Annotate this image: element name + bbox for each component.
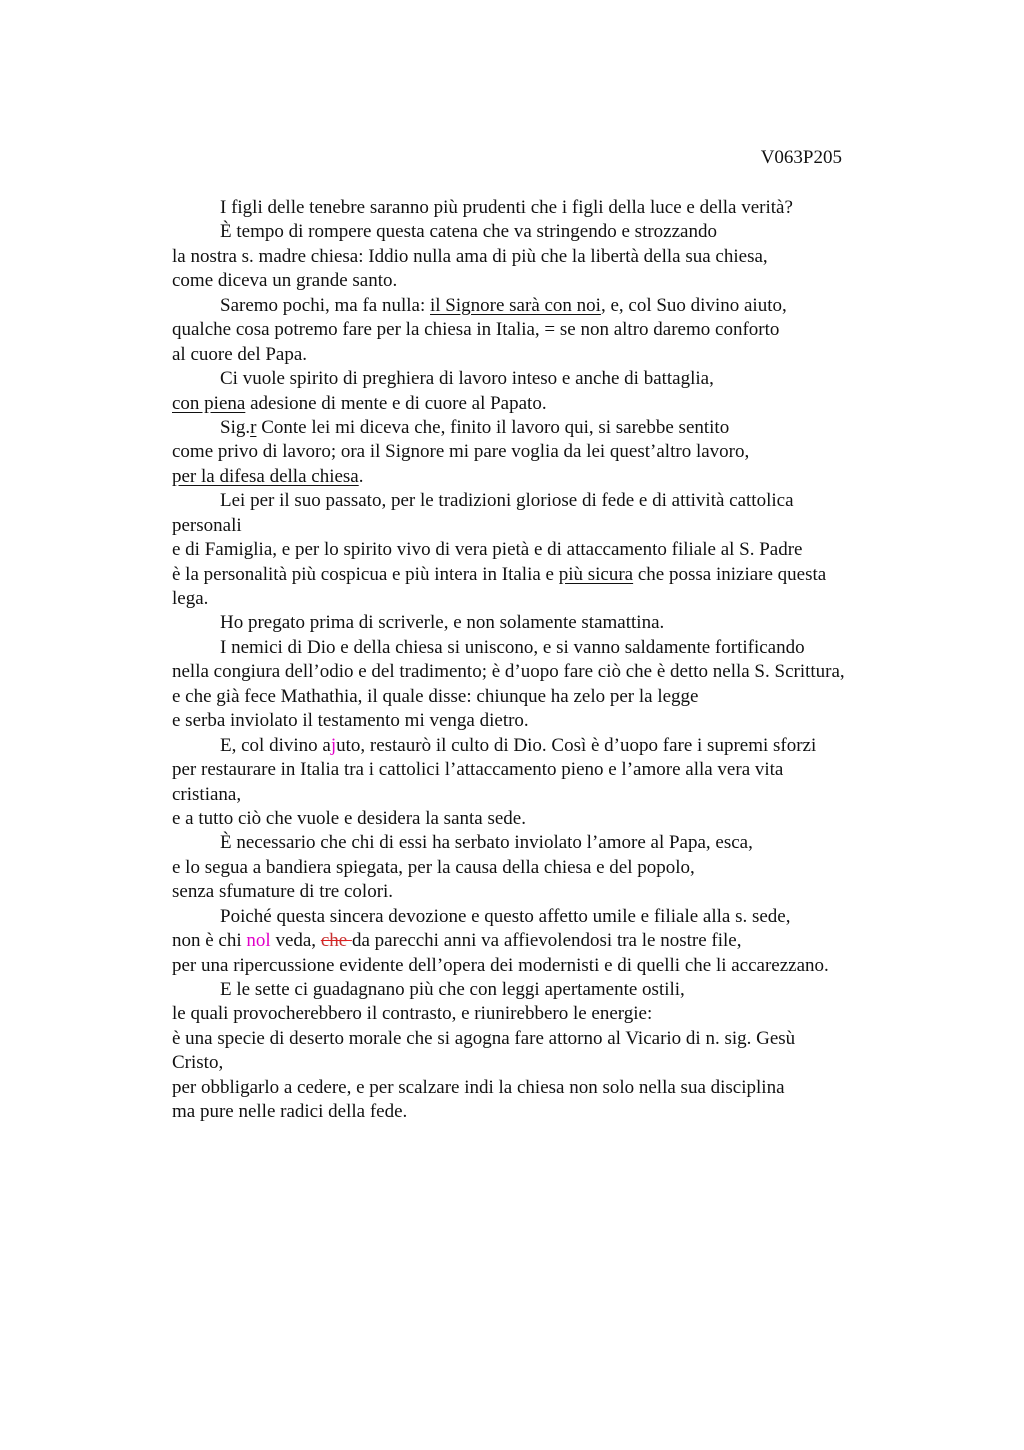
text-segment: I nemici di Dio e della chiesa si uniscono, e si vanno saldamente fortificando: [220, 636, 805, 658]
text-line: [172, 245, 917, 269]
text-line: [172, 367, 917, 391]
text-segment: È tempo di rompere questa catena che va stringendo e strozzando: [220, 221, 717, 243]
text-segment: Sig.: [220, 416, 251, 438]
text-line: [172, 1002, 917, 1026]
text-segment: per obbligarlo a cedere, e per scalzare indi la chiesa non solo nella sua disciplina: [172, 1076, 785, 1098]
text-line: [172, 978, 917, 1002]
text-segment: Conte lei mi diceva che, finito il lavoro qui, si sarebbe sentito: [256, 416, 730, 438]
text-line: [172, 416, 917, 440]
text-line: [172, 905, 917, 929]
text-line: [172, 1027, 917, 1051]
text-line: [172, 783, 917, 807]
text-segment: le quali provocherebbero il contrasto, e riunirebbero le energie:: [172, 1003, 653, 1025]
text-segment: non è chi: [172, 930, 247, 952]
text-line: [172, 807, 917, 831]
text-segment: qualche cosa potremo fare per la chiesa in Italia, = se non altro daremo conforto: [172, 319, 780, 341]
text-segment: .: [358, 465, 364, 487]
text-line: [172, 1076, 917, 1100]
text-line: [172, 220, 917, 244]
text-segment: e serba inviolato il testamento mi venga dietro.: [172, 710, 529, 732]
text-segment: cristiana,: [172, 783, 242, 805]
text-line: [172, 489, 917, 513]
text-segment: per restaurare in Italia tra i cattolici l’attaccamento pieno e l’amore alla vera vita: [172, 759, 784, 781]
underlined-text: più sicura: [558, 563, 634, 585]
text-line: [172, 929, 917, 953]
text-segment: come diceva un grande santo.: [172, 270, 398, 292]
text-segment: Ho pregato prima di scriverle, e non solamente stamattina.: [220, 612, 665, 634]
text-line: [172, 343, 917, 367]
text-line: [172, 709, 917, 733]
underlined-text: r: [250, 416, 257, 438]
text-segment: come privo di lavoro; ora il Signore mi pare voglia da lei quest’altro lavoro,: [172, 441, 750, 463]
text-segment: Poiché questa sincera devozione e questo affetto umile e filiale alla s. sede,: [220, 905, 791, 927]
text-segment: Lei per il suo passato, per le tradizioni gloriose di fede e di attività cattolica: [220, 490, 794, 512]
text-segment: ma pure nelle radici della fede.: [172, 1101, 408, 1123]
text-segment: e che già fece Mathathia, il quale disse: chiunque ha zelo per la legge: [172, 685, 699, 707]
text-segment: è una specie di deserto morale che si agogna fare attorno al Vicario di n. sig. Gesù: [172, 1027, 796, 1049]
text-line: [172, 440, 917, 464]
text-segment: È necessario che chi di essi ha serbato inviolato l’amore al Papa, esca,: [220, 832, 753, 854]
text-segment: veda,: [270, 930, 321, 952]
text-segment: E, col divino a: [220, 734, 331, 756]
underlined-text: con piena: [172, 392, 246, 414]
text-segment: senza sfumature di tre colori.: [172, 881, 394, 903]
text-line: [172, 734, 917, 758]
text-line: [172, 269, 917, 293]
underlined-text: il Signore sarà con noi: [430, 294, 601, 316]
deleted-text: che: [320, 930, 352, 952]
text-segment: , e, col Suo divino aiuto,: [600, 294, 787, 316]
text-segment: e a tutto ciò che vuole e desidera la santa sede.: [172, 807, 526, 829]
text-line: [172, 465, 917, 489]
text-segment: lega.: [172, 588, 209, 609]
text-line: [172, 954, 917, 978]
text-segment: che possa iniziare questa: [633, 563, 827, 585]
text-segment: Saremo pochi, ma fa nulla:: [220, 294, 430, 316]
text-segment: e lo segua a bandiera spiegata, per la causa della chiesa e del popolo,: [172, 856, 695, 878]
text-segment: personali: [172, 514, 242, 536]
text-line: [172, 685, 917, 709]
text-line: [172, 758, 917, 782]
text-line: [172, 611, 917, 635]
text-segment: per una ripercussione evidente dell’opera dei modernisti e di quelli che li accarezzano.: [172, 954, 829, 976]
text-line: [172, 831, 917, 855]
text-segment: nella congiura dell’odio e del tradimento; è d’uopo fare ciò che è detto nella S. Scrittura,: [172, 661, 845, 683]
inserted-correction: j: [330, 734, 337, 756]
text-line: [172, 660, 917, 684]
text-line: [172, 563, 917, 587]
text-line: [172, 1100, 917, 1124]
text-segment: Cristo,: [172, 1052, 224, 1074]
text-segment: Ci vuole spirito di preghiera di lavoro inteso e anche di battaglia,: [220, 368, 714, 390]
text-line: [172, 538, 917, 562]
inserted-correction: nol: [246, 930, 271, 952]
text-line: [172, 1051, 917, 1075]
text-segment: E le sette ci guadagnano più che con leggi apertamente ostili,: [220, 979, 685, 1000]
text-segment: è la personalità più cospicua e più intera in Italia e: [172, 563, 559, 585]
text-line: [172, 318, 917, 342]
underlined-text: per la difesa della chiesa: [172, 465, 359, 487]
text-segment: da parecchi anni va affievolendosi tra le nostre file,: [351, 930, 742, 952]
text-segment: al cuore del Papa.: [172, 343, 308, 365]
letter-body: [172, 196, 917, 1125]
text-segment: I figli delle tenebre saranno più prudenti che i figli della luce e della verità?: [220, 197, 793, 218]
text-line: [172, 392, 917, 416]
text-line: [172, 514, 917, 538]
text-segment: uto, restaurò il culto di Dio. Così è d’uopo fare i supremi sforzi: [336, 734, 817, 756]
text-line: [172, 636, 917, 660]
text-line: [172, 294, 917, 318]
text-segment: e di Famiglia, e per lo spirito vivo di vera pietà e di attaccamento filiale al S. Padre: [172, 539, 803, 561]
text-segment: adesione di mente e di cuore al Papato.: [245, 392, 547, 414]
page-identifier: V063P205: [760, 147, 842, 168]
text-line: [172, 880, 917, 904]
text-line: [172, 587, 917, 611]
text-segment: la nostra s. madre chiesa: Iddio nulla ama di più che la libertà della sua chiesa,: [172, 245, 768, 267]
text-line: [172, 856, 917, 880]
text-line: [172, 196, 917, 220]
